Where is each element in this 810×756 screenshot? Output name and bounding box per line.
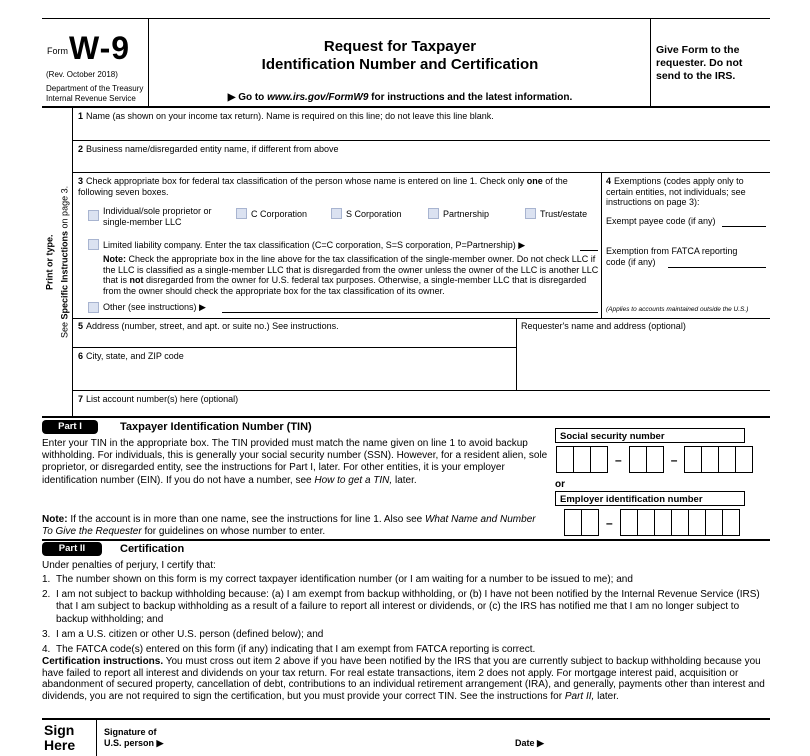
goto-suffix: for instructions and the latest information. bbox=[368, 92, 573, 103]
line3-row-label bbox=[78, 176, 593, 197]
form-number: W-9 bbox=[69, 30, 131, 66]
department-line: Department of the Treasury bbox=[46, 84, 144, 93]
signature-label-line2: U.S. person ▶ bbox=[104, 738, 164, 748]
ein-digit-cell[interactable] bbox=[671, 509, 689, 536]
see-specific-instructions-label bbox=[57, 107, 72, 417]
line5-number: 5 bbox=[78, 321, 84, 331]
ssn-group-2[interactable] bbox=[629, 446, 664, 473]
part1-body-a: Enter your TIN in the appropriate box. The TIN provided must match the name given on line 1 to avoid backup withholding. For individuals, this is generally your social security number (SSN). However, for a resident alien, sole proprietor, or disregarded entity, see the instructions for Part I, later. For other entities, it is your employer identification number (EIN). If you do not have a number, see bbox=[42, 438, 548, 486]
applies-note: (Applies to accounts maintained outside the U.S.) bbox=[606, 306, 749, 313]
row1-divider bbox=[72, 140, 770, 141]
ssn-digit-cell[interactable] bbox=[735, 446, 753, 473]
checkbox-llc[interactable] bbox=[88, 239, 99, 250]
line3-note bbox=[103, 254, 600, 296]
see-specific-instructions-text bbox=[60, 186, 70, 338]
sign-word: Sign bbox=[44, 722, 75, 738]
certification-item bbox=[42, 629, 768, 641]
irs-form-link[interactable]: www.irs.gov/FormW9 bbox=[267, 92, 369, 103]
line7-label: List account number(s) here (optional) bbox=[86, 394, 239, 404]
name-input-area[interactable] bbox=[73, 123, 769, 139]
llc-classification-field[interactable] bbox=[580, 240, 598, 251]
checkbox-llc-label: Limited liability company. Enter the tax classification (C=C corporation, S=S corporation, P=Partnership) ▶ bbox=[103, 240, 526, 250]
fatca-label-line2: code (if any) bbox=[606, 257, 656, 267]
ssn-digit-cell[interactable] bbox=[646, 446, 664, 473]
certification-item bbox=[42, 574, 768, 586]
item-number: 4. bbox=[42, 644, 51, 656]
part2-badge: Part II bbox=[42, 542, 102, 556]
specific-instructions-text: Specific Instructions bbox=[59, 231, 70, 320]
certification-items bbox=[42, 574, 768, 659]
part1-top-divider bbox=[42, 416, 770, 418]
part2-title: Certification bbox=[120, 543, 185, 555]
cert-b: later. bbox=[594, 690, 619, 702]
item-text: The number shown on this form is my correct taxpayer identification number (or I am waiting for a number to be issued to me); and bbox=[56, 574, 633, 585]
ein-digit-cell[interactable] bbox=[722, 509, 740, 536]
checkbox-partnership-label: Partnership bbox=[443, 209, 490, 219]
checkbox-other-label: Other (see instructions) ▶ bbox=[103, 302, 206, 312]
requester-input-area[interactable] bbox=[517, 332, 768, 389]
line3-label-post: of the following seven boxes. bbox=[78, 176, 568, 197]
checkbox-individual-label: Individual/sole proprietor or single-member LLC bbox=[103, 206, 212, 227]
ein-digit-cell[interactable] bbox=[564, 509, 582, 536]
header-top-divider bbox=[42, 18, 770, 19]
item-number: 2. bbox=[42, 589, 51, 601]
ein-digit-cell[interactable] bbox=[654, 509, 672, 536]
signature-input-area[interactable] bbox=[185, 728, 505, 752]
date-input-area[interactable] bbox=[552, 728, 767, 752]
business-name-input-area[interactable] bbox=[73, 156, 769, 171]
fatca-label-line1: Exemption from FATCA reporting bbox=[606, 246, 738, 256]
ein-input[interactable] bbox=[564, 509, 740, 536]
on-page-text: on page 3. bbox=[59, 185, 70, 231]
line3-note-a: Check the appropriate box in the line above for the tax classification of the single-member owner. Do not check LLC if the LLC is classified as a single-member LLC that is disregarded from the owner unless the owner of the LLC is another LLC that is bbox=[103, 254, 599, 285]
right-arrow-icon: ▶ bbox=[227, 92, 236, 103]
line4-row-label bbox=[606, 176, 766, 208]
line2-number: 2 bbox=[78, 144, 84, 154]
item-number: 3. bbox=[42, 628, 51, 640]
checkbox-trust-estate-label: Trust/estate bbox=[540, 209, 588, 219]
checkbox-s-corporation-label: S Corporation bbox=[346, 209, 402, 219]
signature-label-line1: Signature of bbox=[104, 727, 157, 737]
part1-body bbox=[42, 438, 549, 487]
ssn-dash: – bbox=[615, 452, 622, 467]
ssn-digit-cell[interactable] bbox=[590, 446, 608, 473]
header-bottom-divider bbox=[42, 106, 770, 108]
header-left-divider bbox=[148, 18, 149, 108]
city-state-zip-input-area[interactable] bbox=[73, 363, 513, 388]
row2-divider bbox=[72, 172, 770, 173]
cert-lead: Certification instructions. bbox=[42, 656, 164, 667]
checkbox-individual[interactable] bbox=[88, 210, 99, 221]
form-title bbox=[150, 38, 650, 74]
row6-divider bbox=[72, 390, 770, 391]
certification-item bbox=[42, 589, 768, 626]
part1-note-b: for guidelines on whose number to enter. bbox=[141, 526, 326, 538]
or-label: or bbox=[555, 479, 565, 490]
ein-group-1[interactable] bbox=[564, 509, 599, 536]
date-label: Date ▶ bbox=[515, 738, 544, 748]
other-classification-field[interactable] bbox=[222, 302, 598, 313]
line6-number: 6 bbox=[78, 351, 84, 361]
goto-prefix: Go to bbox=[238, 92, 268, 103]
print-or-type-label bbox=[42, 107, 57, 417]
requester-label: Requester's name and address (optional) bbox=[521, 321, 686, 331]
form-title-line1: Request for Taxpayer bbox=[323, 38, 477, 55]
certification-instructions bbox=[42, 656, 768, 702]
line2-label: Business name/disregarded entity name, if different from above bbox=[86, 144, 339, 154]
ssn-digit-cell[interactable] bbox=[629, 446, 647, 473]
ein-label-box: Employer identification number bbox=[555, 491, 745, 506]
line2-row-label bbox=[78, 144, 768, 155]
ein-group-2[interactable] bbox=[620, 509, 740, 536]
line3-line4-divider bbox=[601, 172, 602, 318]
part1-note-a: If the account is in more than one name, see the instructions for line 1. Also see bbox=[67, 514, 425, 525]
see-text: See bbox=[59, 319, 70, 339]
certification-item bbox=[42, 644, 768, 656]
cert-a: You must cross out item 2 above if you have been notified by the IRS that you are currently subject to backup withholding because you have failed to report all interest and dividends on your tax return. For real estate transactions, item 2 does not apply. For mortgage interest paid, acquisition or abandonment of secured property, cancellation of debt, contributions to an individual retirement arrangement (IRA), and generally, payments other than interest and dividends, you are not required to sign the certification, but you must provide your correct TIN. See the instructions for bbox=[42, 656, 765, 702]
exempt-payee-code-label: Exempt payee code (if any) bbox=[606, 216, 716, 226]
line3-label-pre: Check appropriate box for federal tax classification of the person whose name is entered on line 1. Check only bbox=[86, 176, 527, 186]
part1-body-italic: How to get a TIN, bbox=[314, 474, 393, 486]
sign-divider bbox=[96, 718, 97, 756]
form-title-line2: Identification Number and Certification bbox=[261, 56, 539, 73]
line5-row-label bbox=[78, 321, 508, 332]
ssn-digit-cell[interactable] bbox=[718, 446, 736, 473]
line7-row-label bbox=[78, 394, 768, 405]
goto-line bbox=[150, 92, 650, 103]
cert-italic: Part II, bbox=[564, 690, 595, 702]
line6-label: City, state, and ZIP code bbox=[86, 351, 184, 361]
line5-label: Address (number, street, and apt. or suite no.) See instructions. bbox=[86, 321, 339, 331]
row4-divider bbox=[72, 318, 770, 319]
item-text: The FATCA code(s) entered on this form (if any) indicating that I am exempt from FATCA reporting is correct. bbox=[56, 644, 536, 656]
sign-here-label bbox=[44, 723, 75, 753]
checkbox-partnership[interactable] bbox=[428, 208, 439, 219]
sign-top-divider bbox=[42, 718, 770, 720]
fatca-code-field[interactable] bbox=[668, 257, 766, 268]
line7-number: 7 bbox=[78, 394, 84, 404]
checkbox-s-corporation[interactable] bbox=[331, 208, 342, 219]
header-right-divider bbox=[650, 18, 651, 108]
part1-badge: Part I bbox=[42, 420, 98, 434]
line1-number: 1 bbox=[78, 111, 84, 121]
ssn-digit-cell[interactable] bbox=[684, 446, 702, 473]
ssn-input[interactable] bbox=[556, 446, 753, 473]
item-number: 1. bbox=[42, 574, 51, 585]
ssn-digit-cell[interactable] bbox=[701, 446, 719, 473]
form-word: Form bbox=[47, 46, 68, 56]
ssn-digit-cell[interactable] bbox=[556, 446, 574, 473]
line4-number: 4 bbox=[606, 176, 612, 186]
part2-top-divider bbox=[42, 539, 770, 541]
ein-digit-cell[interactable] bbox=[581, 509, 599, 536]
address-input-area[interactable] bbox=[73, 333, 513, 346]
ssn-group-1[interactable] bbox=[556, 446, 608, 473]
print-or-type-text: Print or type. bbox=[44, 234, 55, 290]
ssn-group-3[interactable] bbox=[684, 446, 753, 473]
line3-note-lead: Note: bbox=[103, 254, 126, 264]
ein-digit-cell[interactable] bbox=[705, 509, 723, 536]
part1-note-lead: Note: bbox=[42, 514, 68, 525]
line3-number: 3 bbox=[78, 176, 84, 186]
service-line: Internal Revenue Service bbox=[46, 94, 136, 103]
checkbox-c-corporation[interactable] bbox=[236, 208, 247, 219]
ein-digit-cell[interactable] bbox=[637, 509, 655, 536]
ein-digit-cell[interactable] bbox=[620, 509, 638, 536]
ssn-digit-cell[interactable] bbox=[573, 446, 591, 473]
form-revision: (Rev. October 2018) bbox=[46, 70, 118, 79]
signature-label bbox=[104, 727, 163, 749]
ssn-label-box: Social security number bbox=[555, 428, 745, 443]
line3-note-bold: not bbox=[129, 275, 144, 285]
line6-row-label bbox=[78, 351, 508, 362]
part1-title: Taxpayer Identification Number (TIN) bbox=[120, 421, 312, 433]
line3-note-b: disregarded from the owner for U.S. federal tax purposes. Otherwise, a single-member LLC that is disregarded from the owner should check the appropriate box for the tax classification of its owner. bbox=[103, 275, 587, 296]
part1-note-italic: What Name and Number To Give the Requester bbox=[42, 514, 536, 538]
checkbox-other[interactable] bbox=[88, 302, 99, 313]
perjury-line: Under penalties of perjury, I certify that: bbox=[42, 560, 216, 571]
checkbox-c-corporation-label: C Corporation bbox=[251, 209, 308, 219]
exempt-payee-code-field[interactable] bbox=[722, 216, 766, 227]
ssn-dash: – bbox=[670, 452, 678, 467]
account-numbers-input-area[interactable] bbox=[73, 405, 769, 416]
line1-label: Name (as shown on your income tax return). Name is required on this line; do not leave this line blank. bbox=[86, 111, 494, 121]
item-text: I am not subject to backup withholding because: (a) I am exempt from backup withholding, or (b) I have not been notified by the Internal Revenue Service (IRS) that I am subject to backup withholding as a result of a failure to report all interest or dividends, or (c) the IRS has notified me that I am no longer subject to backup withholding; and bbox=[56, 589, 760, 625]
give-form-notice: Give Form to the requester. Do not send to the IRS. bbox=[656, 44, 743, 82]
here-word: Here bbox=[44, 737, 76, 753]
checkbox-trust-estate[interactable] bbox=[525, 208, 536, 219]
item-text: I am a U.S. citizen or other U.S. person (defined below); and bbox=[56, 628, 324, 640]
line1-row-label bbox=[78, 111, 768, 122]
ein-dash: – bbox=[606, 515, 613, 530]
part1-body-b: later. bbox=[392, 474, 417, 486]
ein-digit-cell[interactable] bbox=[688, 509, 706, 536]
line4-label: Exemptions (codes apply only to certain entities, not individuals; see instructions on page 3): bbox=[606, 176, 746, 207]
part1-note bbox=[42, 514, 549, 538]
row5-divider bbox=[72, 347, 516, 348]
line3-label-bold: one bbox=[526, 176, 543, 186]
